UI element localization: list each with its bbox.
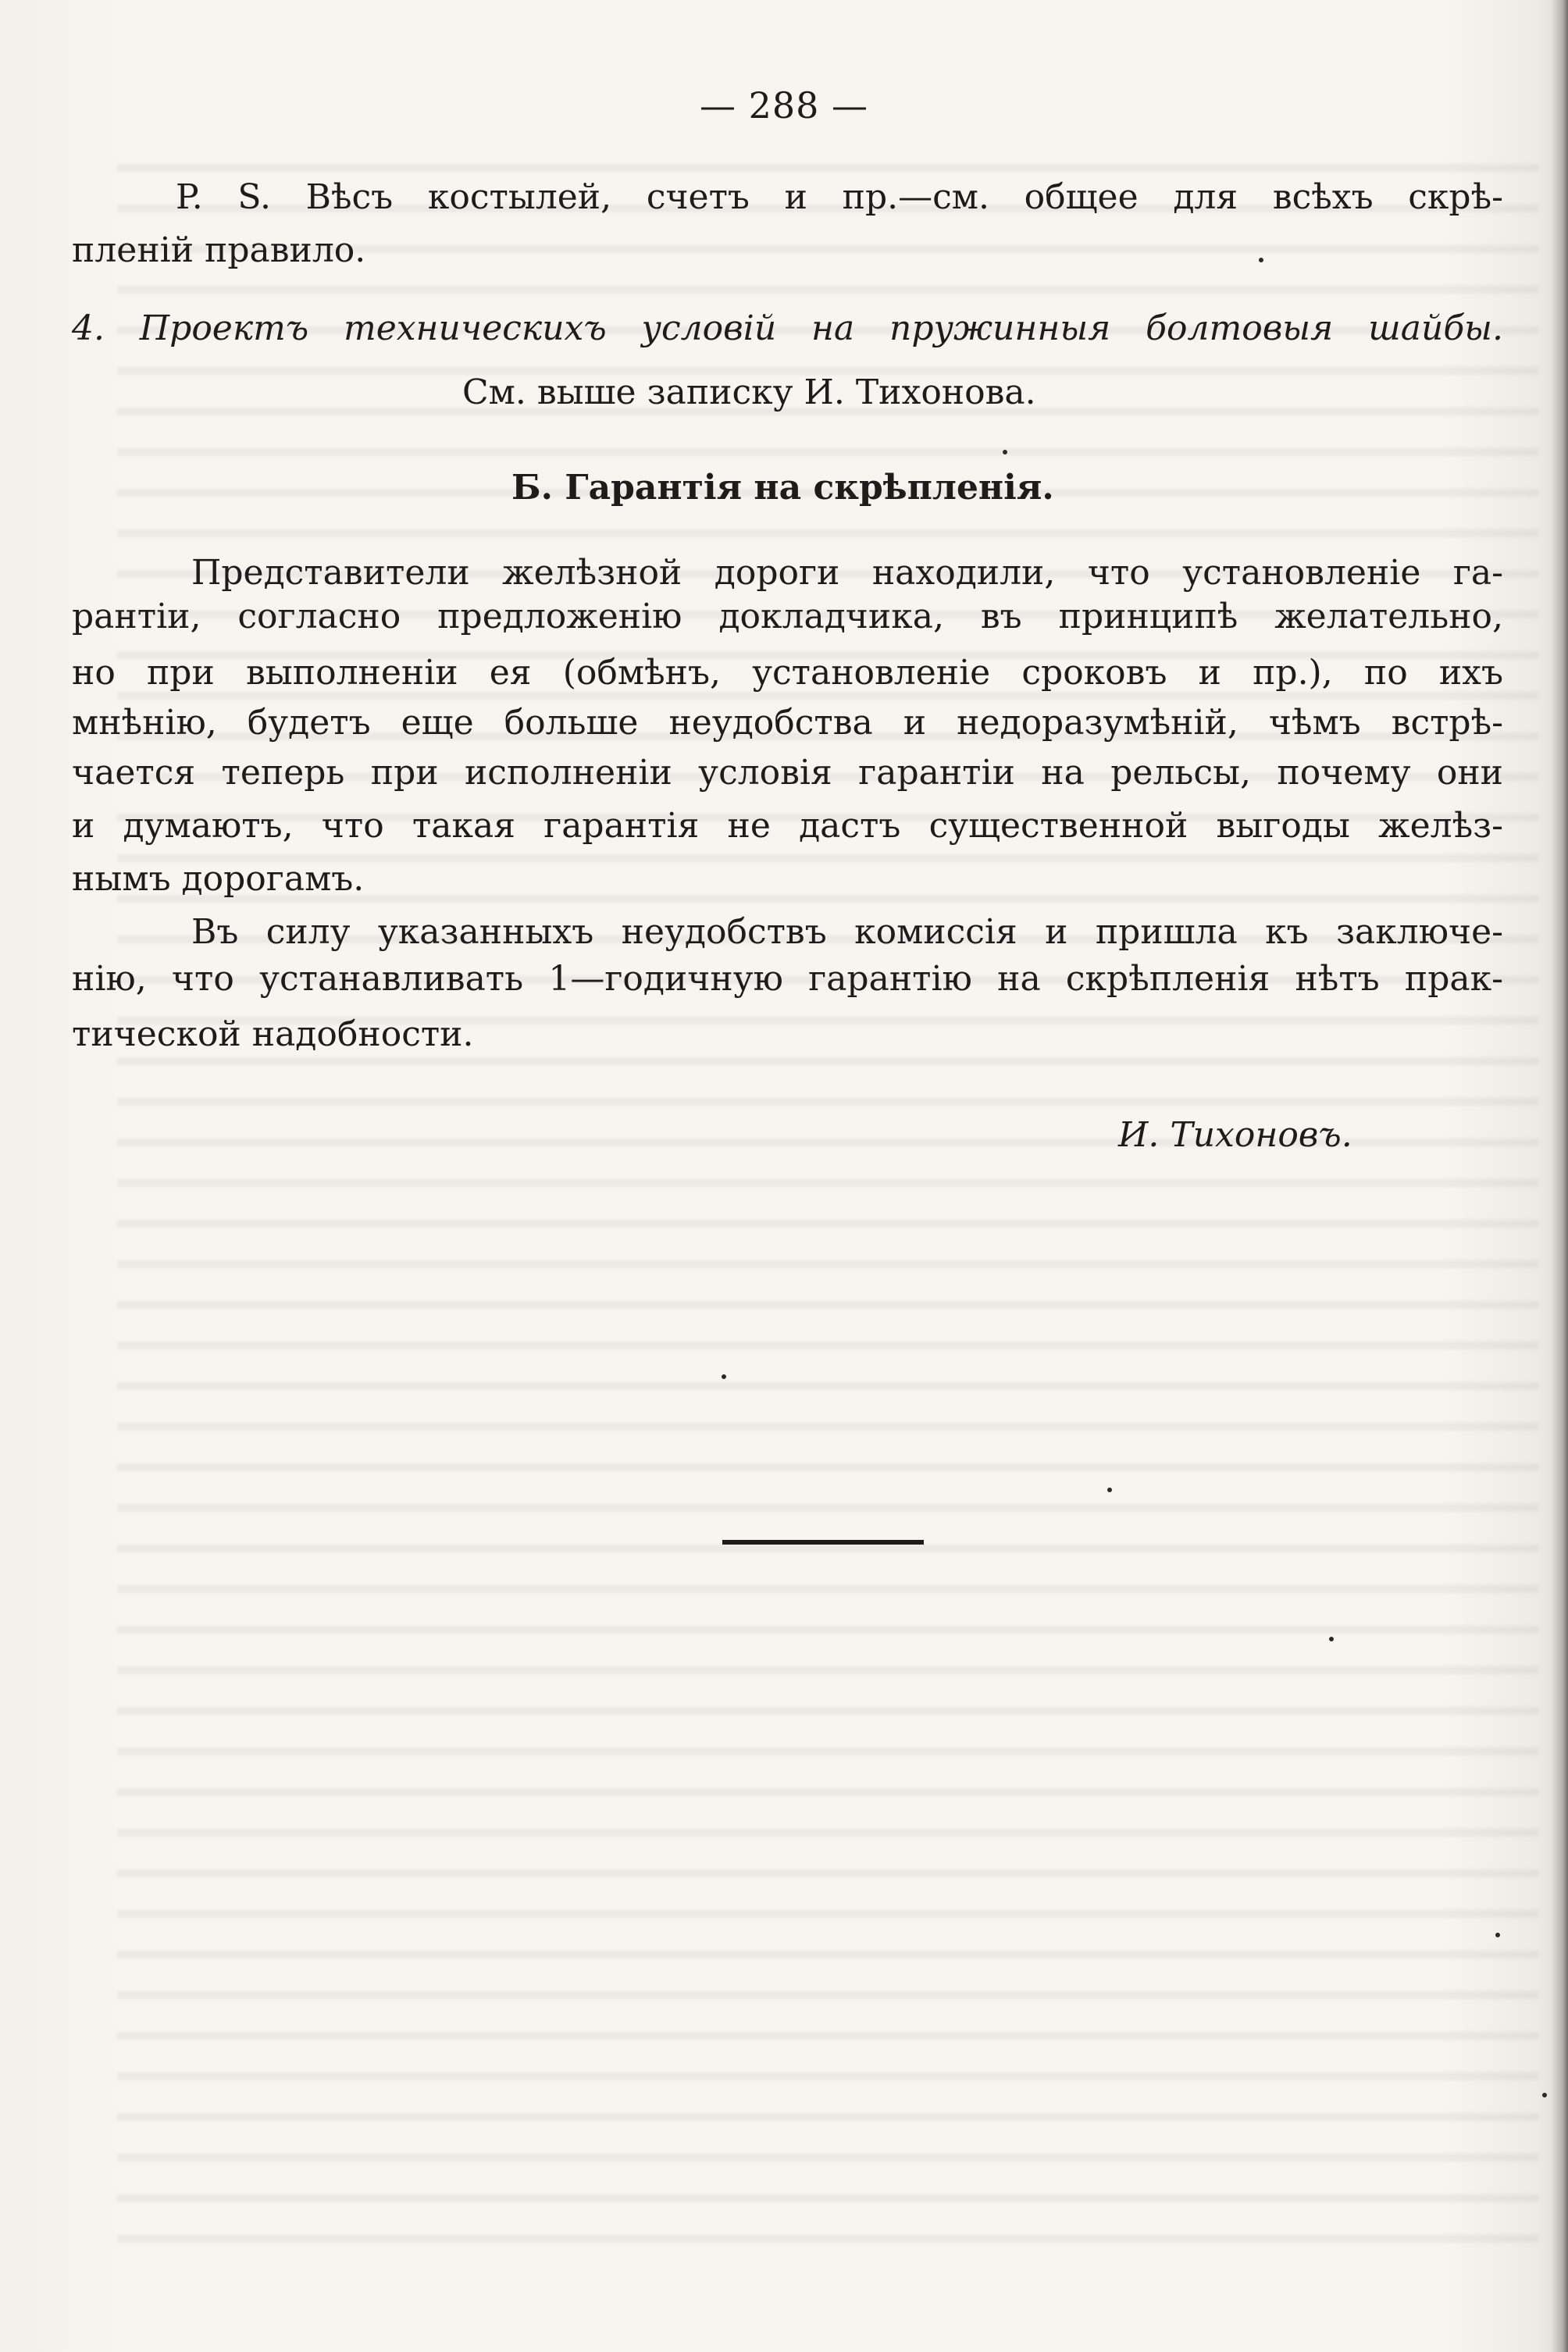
ps-note-line-2: пленій правило. [72,230,366,270]
section-divider-rule [722,1540,924,1545]
bleed-through-texture [117,141,1538,2249]
paragraph-1-line: чается теперь при исполненіи условія гарантіи на рельсы, почему они [72,753,1503,793]
ps-note-line-1: P. S. Вѣсъ костылей, счетъ и пр.—см. общее для всѣхъ скрѣ- [176,177,1503,217]
ink-speck [1495,1933,1500,1937]
paragraph-2-line: Въ силу указанныхъ неудобствъ комиссія и пришла къ заключе- [191,912,1503,952]
ink-speck [1107,1488,1112,1492]
page-edge-shadow [1551,0,1568,2352]
signature: И. Тихоновъ. [1118,1115,1352,1155]
paragraph-1-line: и думаютъ, что такая гарантія не дастъ существенной выгоды желѣз- [72,806,1503,846]
paragraph-1-line: нымъ дорогамъ. [72,859,365,899]
ink-speck [722,1374,726,1379]
ink-speck [1259,258,1263,262]
ink-speck [1003,450,1007,454]
page-number: — 288 — [699,84,869,127]
paragraph-1-line: мнѣнію, будетъ еще больше неудобства и недоразумѣній, чѣмъ встрѣ- [72,703,1503,743]
ink-speck [1542,2093,1547,2097]
paragraph-1-line: Представители желѣзной дороги находили, что установленіе га- [191,553,1503,593]
paragraph-2-line: нію, что устанавливать 1—годичную гарантію на скрѣпленія нѣтъ прак- [72,959,1503,999]
paragraph-2-line: тической надобности. [72,1014,474,1054]
ink-speck [1329,1637,1334,1641]
section-4-text: См. выше записку И. Тихонова. [462,372,1036,412]
paragraph-1-line: рантіи, согласно предложенію докладчика, въ принципѣ желательно, [72,597,1503,636]
section-4-heading: 4. Проектъ техническихъ условій на пружинныя болтовыя шайбы. [72,308,1503,348]
paragraph-1-line: но при выполненіи ея (обмѣнъ, установленіе сроковъ и пр.), по ихъ [72,653,1503,693]
section-b-heading: Б. Гарантія на скрѣпленія. [511,468,1054,508]
